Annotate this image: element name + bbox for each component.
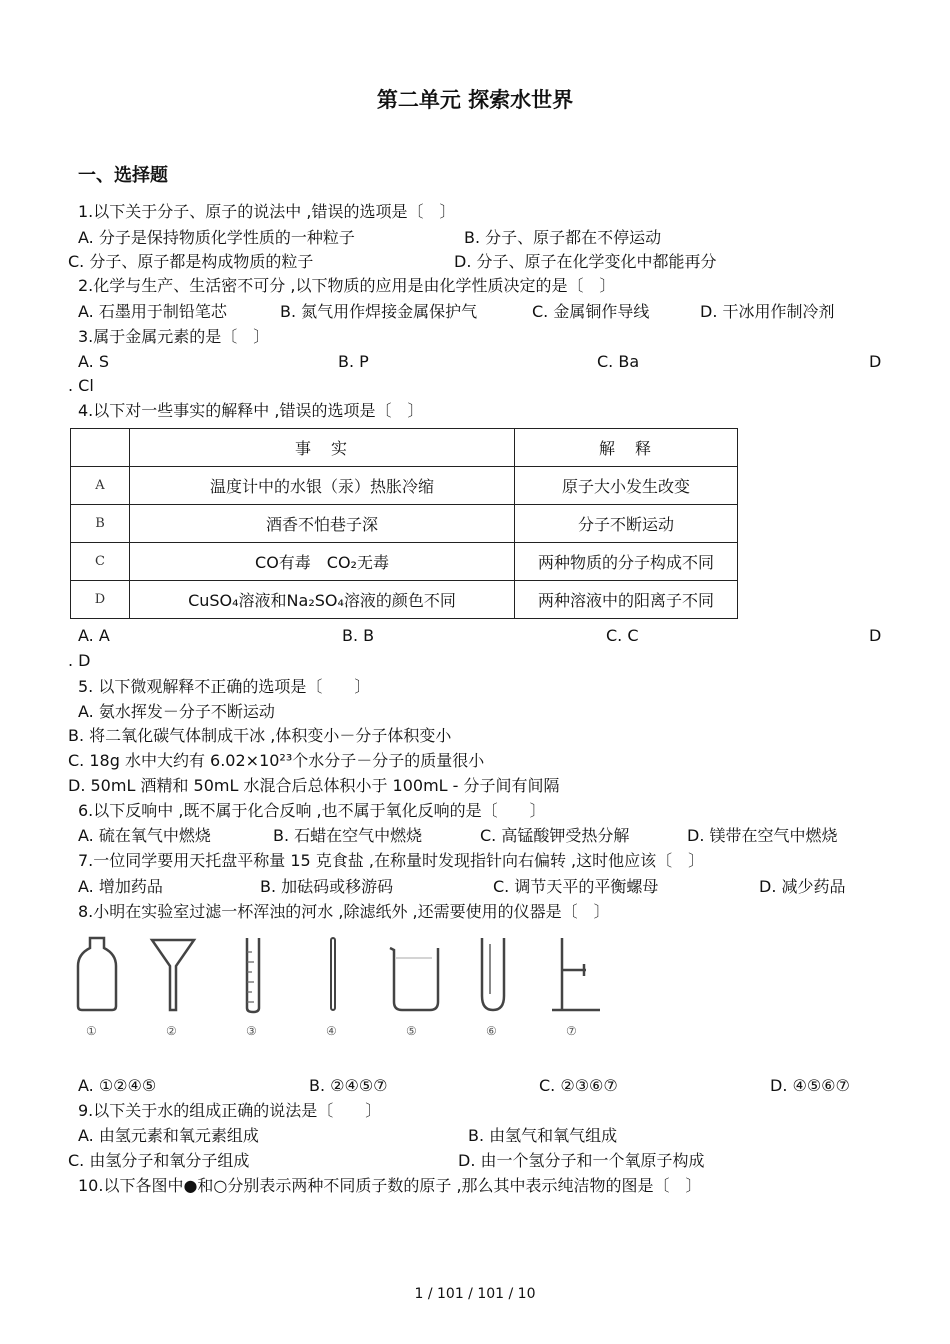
- section-heading: 一、选择题: [78, 165, 168, 186]
- question-8-option-b[interactable]: B. ②④⑤⑦: [309, 1076, 388, 1095]
- table-header-fact: 事 实: [130, 429, 515, 467]
- row-fact: CuSO₄溶液和Na₂SO₄溶液的颜色不同: [130, 581, 515, 619]
- question-3-stem: 3.属于金属元素的是〔 〕: [78, 327, 270, 346]
- question-7-stem: 7.一位同学要用天托盘平称量 15 克食盐 ,在称量时发现指针向右偏转 ,这时他应该〔 〕: [78, 851, 705, 870]
- question-3-option-a[interactable]: A. S: [78, 352, 109, 371]
- question-2-option-b[interactable]: B. 氮气用作焊接金属保护气: [280, 302, 478, 321]
- question-5-stem: 5. 以下微观解释不正确的选项是〔 〕: [78, 677, 371, 696]
- question-7-option-c[interactable]: C. 调节天平的平衡螺母: [493, 877, 659, 896]
- question-3-option-d-letter[interactable]: D: [869, 352, 882, 371]
- question-4-option-d-letter[interactable]: D: [869, 626, 882, 645]
- apparatus-label: ⑦: [566, 1024, 577, 1038]
- question-9-option-a[interactable]: A. 由氢元素和氧元素组成: [78, 1126, 259, 1145]
- funnel-icon: [148, 934, 198, 1014]
- row-label: D: [71, 581, 130, 619]
- iron-stand-icon: [548, 934, 606, 1014]
- question-10-stem: 10.以下各图中●和○分别表示两种不同质子数的原子 ,那么其中表示纯洁物的图是〔 〕: [78, 1176, 702, 1195]
- question-7-option-b[interactable]: B. 加砝码或移游码: [260, 877, 394, 896]
- question-6-option-b[interactable]: B. 石蜡在空气中燃烧: [273, 826, 423, 845]
- question-7-option-d[interactable]: D. 减少药品: [759, 877, 846, 896]
- table-header-row: [71, 429, 738, 467]
- apparatus-label: ③: [246, 1024, 257, 1038]
- question-8-option-c[interactable]: C. ②③⑥⑦: [539, 1076, 618, 1095]
- apparatus-label: ⑤: [406, 1024, 417, 1038]
- question-9-option-b[interactable]: B. 由氢气和氧气组成: [468, 1126, 618, 1145]
- table-row: [71, 505, 738, 543]
- apparatus-label: ④: [326, 1024, 337, 1038]
- question-8-option-d[interactable]: D. ④⑤⑥⑦: [770, 1076, 850, 1095]
- question-4-option-a[interactable]: A. A: [78, 626, 110, 645]
- question-5-option-a[interactable]: A. 氨水挥发－分子不断运动: [78, 702, 275, 721]
- row-explain: 原子大小发生改变: [515, 467, 738, 505]
- apparatus-label: ②: [166, 1024, 177, 1038]
- apparatus-label: ①: [86, 1024, 97, 1038]
- question-1-option-d[interactable]: D. 分子、原子在化学变化中都能再分: [454, 252, 717, 271]
- glass-rod-icon: [308, 934, 358, 1014]
- question-2-stem: 2.化学与生产、生活密不可分 ,以下物质的应用是由化学性质决定的是〔 〕: [78, 276, 616, 295]
- table-row: [71, 581, 738, 619]
- question-4-option-c[interactable]: C. C: [606, 626, 639, 645]
- page-footer: 1 / 101 / 101 / 10: [414, 1286, 536, 1302]
- question-6-option-d[interactable]: D. 镁带在空气中燃烧: [687, 826, 838, 845]
- row-fact: 温度计中的水银（汞）热胀冷缩: [130, 467, 515, 505]
- question-6-option-c[interactable]: C. 高锰酸钾受热分解: [480, 826, 630, 845]
- bottle-icon: [72, 934, 122, 1014]
- table-header-explain: 解 释: [515, 429, 738, 467]
- question-1-option-a[interactable]: A. 分子是保持物质化学性质的一种粒子: [78, 228, 355, 247]
- question-5-option-d[interactable]: D. 50mL 酒精和 50mL 水混合后总体积小于 100mL - 分子间有间隔: [68, 776, 560, 795]
- row-label: B: [71, 505, 130, 543]
- question-5-option-c[interactable]: C. 18g 水中大约有 6.02×10²³个水分子－分子的质量很小: [68, 751, 485, 770]
- question-2-option-c[interactable]: C. 金属铜作导线: [532, 302, 650, 321]
- question-3-option-b[interactable]: B. P: [338, 352, 369, 371]
- question-4-option-b[interactable]: B. B: [342, 626, 375, 645]
- question-1-stem: 1.以下关于分子、原子的说法中 ,错误的选项是〔 〕: [78, 202, 456, 221]
- question-9-option-d[interactable]: D. 由一个氢分子和一个氧原子构成: [458, 1151, 705, 1170]
- test-tube-icon: [468, 934, 518, 1014]
- table-row: [71, 543, 738, 581]
- table-row: [71, 467, 738, 505]
- question-3-option-d-text[interactable]: . Cl: [68, 376, 94, 395]
- apparatus-label: ⑥: [486, 1024, 497, 1038]
- row-explain: 分子不断运动: [515, 505, 738, 543]
- question-2-option-a[interactable]: A. 石墨用于制铅笔芯: [78, 302, 227, 321]
- question-8-option-a[interactable]: A. ①②④⑤: [78, 1076, 157, 1095]
- row-label: A: [71, 467, 130, 505]
- row-explain: 两种溶液中的阳离子不同: [515, 581, 738, 619]
- question-9-option-c[interactable]: C. 由氢分子和氧分子组成: [68, 1151, 250, 1170]
- question-6-option-a[interactable]: A. 硫在氧气中燃烧: [78, 826, 211, 845]
- question-7-option-a[interactable]: A. 增加药品: [78, 877, 163, 896]
- question-6-stem: 6.以下反响中 ,既不属于化合反响 ,也不属于氧化反响的是〔 〕: [78, 801, 546, 820]
- row-fact: CO有毒 CO₂无毒: [130, 543, 515, 581]
- question-9-stem: 9.以下关于水的组成正确的说法是〔 〕: [78, 1101, 382, 1120]
- facts-table: [70, 428, 738, 619]
- table-header-blank: [71, 429, 130, 467]
- question-1-option-c[interactable]: C. 分子、原子都是构成物质的粒子: [68, 252, 314, 271]
- row-fact: 酒香不怕巷子深: [130, 505, 515, 543]
- question-2-option-d[interactable]: D. 干冰用作制冷剂: [700, 302, 835, 321]
- row-explain: 两种物质的分子构成不同: [515, 543, 738, 581]
- beaker-icon: [388, 934, 444, 1014]
- question-1-option-b[interactable]: B. 分子、原子都在不停运动: [464, 228, 662, 247]
- row-label: C: [71, 543, 130, 581]
- question-4-option-d-text[interactable]: . D: [68, 651, 91, 670]
- question-8-stem: 8.小明在实验室过滤一杯浑浊的河水 ,除滤纸外 ,还需要使用的仪器是〔 〕: [78, 902, 610, 921]
- page-title: 第二单元 探索水世界: [376, 88, 574, 112]
- question-5-option-b[interactable]: B. 将二氧化碳气体制成干冰 ,体积变小－分子体积变小: [68, 726, 452, 745]
- graduated-cylinder-icon: [228, 934, 278, 1014]
- question-3-option-c[interactable]: C. Ba: [597, 352, 640, 371]
- question-4-stem: 4.以下对一些事实的解释中 ,错误的选项是〔 〕: [78, 401, 424, 420]
